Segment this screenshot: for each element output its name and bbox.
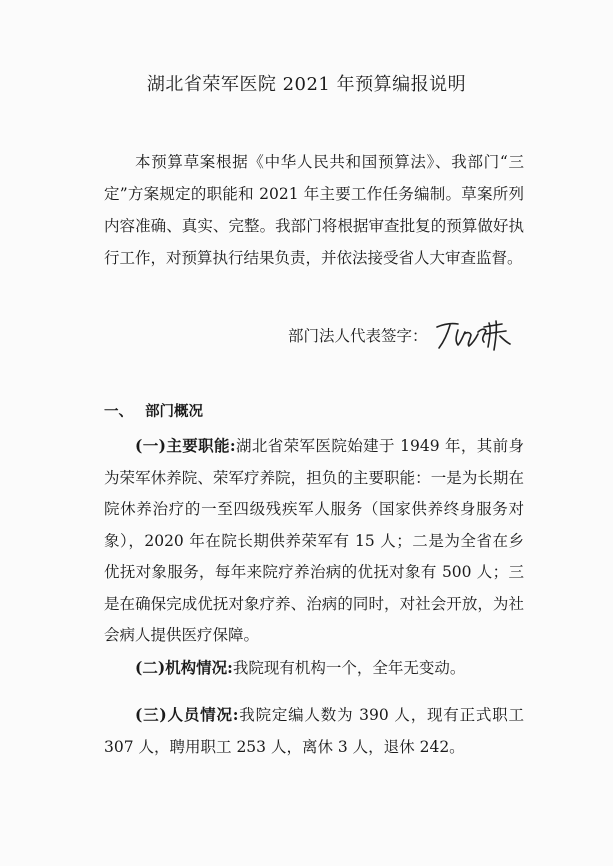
paragraph-label: (三)人员情况: xyxy=(135,705,239,724)
paragraph-label: (二)机构情况: xyxy=(135,658,233,677)
paragraph-label: (一)主要职能: xyxy=(135,436,236,455)
paragraph-text: 我院现有机构一个，全年无变动。 xyxy=(232,659,466,677)
paragraph-organization xyxy=(104,652,524,685)
handwritten-signature-icon xyxy=(434,318,512,352)
paragraph-text: 我院定编人数为 390 人，现有正式职工 307 人，聘用职工 253 人，离休 3 人，退休 242。 xyxy=(104,706,524,756)
signature-label: 部门法人代表签字： xyxy=(288,327,428,345)
paragraph-staffing xyxy=(104,699,524,763)
signature-line xyxy=(288,318,512,352)
paragraph-text: 湖北省荣军医院始建于 1949 年，其前身为荣军休养院、荣军疗养院，担负的主要职能：一是为长期在院休养治疗的一至四级残疾军人服务（国家供养终身服务对象），2020 年在院长期供养荣军有 15 人；二是为全省在乡优抚对象服务，每年来院疗养治病的优抚对象有 500 人；三是在确保完成优抚对象疗养、治病的同时，对社会开放，为社会病人提供医疗保障。 xyxy=(104,437,524,644)
section-number: 一、 xyxy=(104,403,133,420)
section-heading xyxy=(104,400,203,421)
section-title: 部门概况 xyxy=(145,403,204,420)
intro-paragraph: 本预算草案根据《中华人民共和国预算法》、我部门“三定”方案规定的职能和 2021 年主要工作任务编制。草案所列内容准确、真实、完整。我部门将根据审查批复的预算做好执行工作，对预算执行结果负责，并依法接受省人大审查监督。 xyxy=(104,153,524,267)
paragraph-main-functions xyxy=(104,430,524,652)
document-title: 湖北省荣军医院 2021 年预算编报说明 xyxy=(146,74,467,95)
